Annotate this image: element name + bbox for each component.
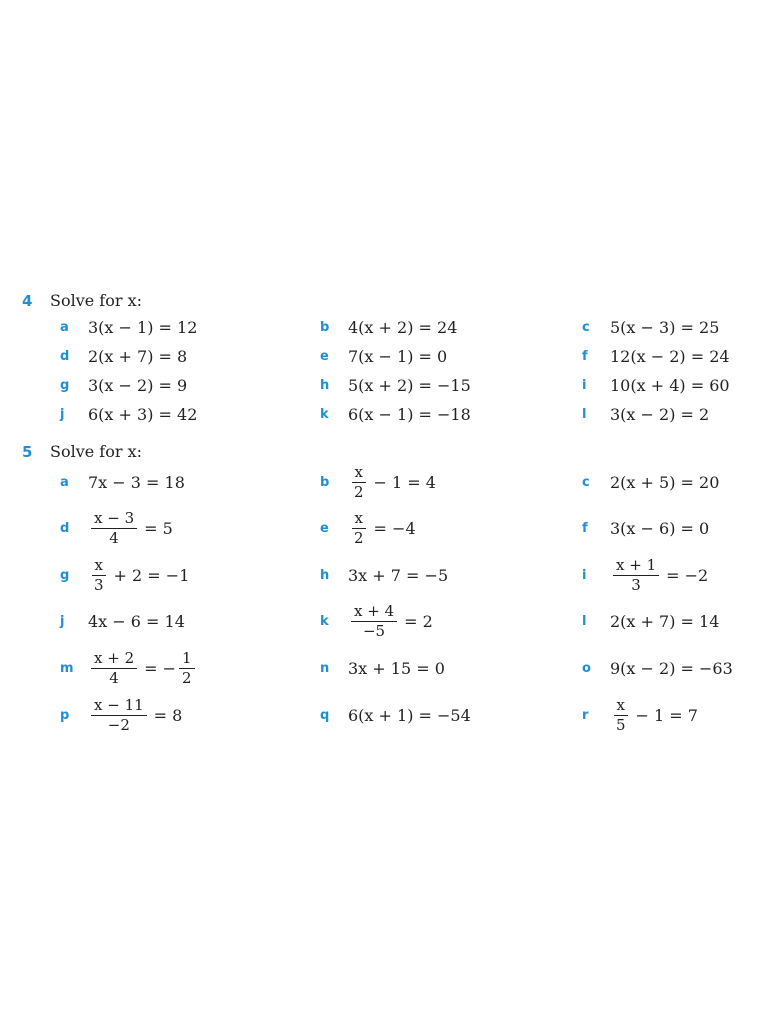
equation-text: 7x − 3 = 18: [88, 472, 185, 492]
fraction: [91, 697, 147, 733]
item-label: f: [582, 349, 588, 364]
item-label: i: [582, 378, 587, 393]
question-prompt: Solve for x:: [50, 442, 143, 461]
equation-text: 3(x − 2) = 2: [610, 405, 710, 424]
item-label: n: [320, 660, 330, 676]
equation-text: 6(x + 3) = 42: [88, 405, 198, 424]
denominator: 2: [182, 668, 192, 687]
equation-text: 6(x + 1) = −54: [348, 705, 471, 725]
equation: [348, 510, 416, 546]
item-label: k: [320, 407, 329, 422]
denominator: 2: [354, 528, 364, 547]
exercise-item: [582, 642, 733, 694]
item-label: f: [582, 520, 588, 536]
equation: [610, 318, 719, 337]
equation-text: 4x − 6 = 14: [88, 611, 185, 631]
fraction: [91, 650, 137, 686]
item-label: k: [320, 613, 329, 629]
denominator: 2: [354, 482, 364, 501]
equation-rest: − 1 = 4: [373, 472, 436, 492]
equation: [610, 557, 708, 593]
equation: [348, 376, 471, 395]
exercise-item: [320, 595, 433, 647]
denominator: 3: [94, 575, 104, 594]
equation-text: 4(x + 2) = 24: [348, 318, 458, 337]
equation: [88, 473, 185, 492]
item-label: q: [320, 707, 330, 723]
equation: [88, 405, 197, 424]
fraction: [91, 557, 107, 593]
exercise-item: [60, 400, 197, 429]
fraction: [351, 603, 397, 639]
item-label: p: [60, 707, 70, 723]
numerator: x − 3: [91, 510, 137, 529]
numerator: x: [352, 510, 366, 529]
exercise-item: [582, 689, 698, 741]
exercise-item: [582, 595, 719, 647]
equation-text: 3x + 7 = −5: [348, 565, 449, 585]
equation: [88, 612, 185, 631]
exercise-item: [320, 400, 471, 429]
exercise-item: [60, 342, 187, 371]
equation: [348, 659, 445, 678]
item-label: b: [320, 474, 330, 490]
equation: [610, 612, 719, 631]
equation-rest: = −: [144, 658, 177, 678]
item-label: r: [582, 707, 589, 723]
exercise-item: [60, 642, 198, 694]
item-label: c: [582, 474, 590, 490]
exercise-item: [320, 456, 436, 508]
item-label: h: [320, 567, 330, 583]
equation: [88, 376, 187, 395]
exercise-item: [320, 371, 471, 400]
exercise-item: [320, 642, 445, 694]
numerator: x: [352, 464, 366, 483]
numerator: x + 4: [351, 603, 397, 622]
equation: [88, 347, 187, 366]
exercise-item: [320, 502, 416, 554]
equation: [348, 706, 471, 725]
equation: [348, 347, 447, 366]
exercise-item: [582, 342, 730, 371]
item-label: b: [320, 320, 330, 335]
numerator: x: [92, 557, 106, 576]
equation: [88, 510, 173, 546]
equation: [610, 376, 730, 395]
equation-text: 3x + 15 = 0: [348, 658, 445, 678]
equation: [610, 659, 733, 678]
item-label: g: [60, 567, 70, 583]
exercise-item: [582, 456, 719, 508]
exercise-item: [60, 456, 185, 508]
numerator: x + 1: [613, 557, 659, 576]
fraction: [613, 697, 629, 733]
equation: [348, 603, 433, 639]
equation-rest: = −4: [373, 518, 416, 538]
exercise-item: [60, 371, 187, 400]
exercise-item: [582, 371, 730, 400]
equation-text: 7(x − 1) = 0: [348, 347, 448, 366]
equation: [348, 405, 471, 424]
item-label: e: [320, 520, 329, 536]
item-label: a: [60, 474, 69, 490]
item-label: l: [582, 407, 587, 422]
equation-text: 2(x + 7) = 14: [610, 611, 720, 631]
equation-text: 6(x − 1) = −18: [348, 405, 471, 424]
exercise-item: [60, 689, 182, 741]
item-label: c: [582, 320, 590, 335]
equation-text: 2(x + 7) = 8: [88, 347, 188, 366]
question-number: 4: [22, 292, 33, 310]
exercise-item: [320, 313, 457, 342]
equation-text: 5(x − 3) = 25: [610, 318, 720, 337]
fraction: [613, 557, 659, 593]
equation: [88, 557, 189, 593]
item-label: d: [60, 520, 70, 536]
question-number: 5: [22, 443, 33, 461]
equation: [88, 650, 198, 686]
item-label: d: [60, 349, 70, 364]
equation: [88, 318, 197, 337]
numerator: x: [614, 697, 628, 716]
exercise-item: [320, 342, 447, 371]
equation-rest: = 5: [144, 518, 173, 538]
equation-text: 10(x + 4) = 60: [610, 376, 730, 395]
equation-rest: − 1 = 7: [635, 705, 698, 725]
numerator: 1: [179, 650, 195, 669]
equation-text: 9(x − 2) = −63: [610, 658, 733, 678]
item-label: l: [582, 613, 587, 629]
numerator: x − 11: [91, 697, 147, 716]
equation-rest: = 8: [153, 705, 183, 725]
exercise-item: [582, 502, 709, 554]
exercise-item: [320, 549, 448, 601]
numerator: x + 2: [91, 650, 137, 669]
exercise-item: [60, 549, 189, 601]
equation: [610, 697, 698, 733]
equation: [610, 473, 719, 492]
denominator: −5: [362, 621, 386, 640]
equation: [610, 347, 730, 366]
exercise-item: [60, 313, 197, 342]
equation: [348, 318, 457, 337]
equation: [610, 405, 709, 424]
denominator: −2: [107, 715, 130, 734]
fraction: [351, 510, 367, 546]
denominator: 5: [616, 715, 626, 734]
item-label: g: [60, 378, 70, 393]
equation: [88, 697, 182, 733]
equation-rest: + 2 = −1: [113, 565, 190, 585]
equation-text: 12(x − 2) = 24: [610, 347, 730, 366]
equation: [348, 566, 448, 585]
item-label: j: [60, 407, 65, 422]
equation-text: 3(x − 2) = 9: [88, 376, 188, 395]
denominator: 4: [109, 668, 119, 687]
item-label: h: [320, 378, 330, 393]
equation-rest: = 2: [404, 611, 433, 631]
item-label: i: [582, 567, 587, 583]
denominator: 3: [631, 575, 641, 594]
equation-rest: = −2: [666, 565, 709, 585]
exercise-item: [60, 502, 173, 554]
item-label: o: [582, 660, 591, 676]
equation-text: 2(x + 5) = 20: [610, 472, 720, 492]
equation: [348, 464, 436, 500]
equation-text: 3(x − 6) = 0: [610, 518, 710, 538]
equation-text: 3(x − 1) = 12: [88, 318, 198, 337]
item-label: m: [60, 660, 74, 676]
equation-text: 5(x + 2) = −15: [348, 376, 471, 395]
exercise-item: [582, 400, 709, 429]
exercise-item: [582, 313, 719, 342]
exercise-item: [582, 549, 708, 601]
exercise-item: [320, 689, 471, 741]
exercise-item: [60, 595, 185, 647]
item-label: e: [320, 349, 329, 364]
fraction: [351, 464, 367, 500]
fraction: [179, 650, 195, 686]
denominator: 4: [109, 528, 119, 547]
question-prompt: Solve for x:: [50, 291, 143, 310]
fraction: [91, 510, 137, 546]
equation: [610, 519, 709, 538]
item-label: a: [60, 320, 69, 335]
item-label: j: [60, 613, 65, 629]
